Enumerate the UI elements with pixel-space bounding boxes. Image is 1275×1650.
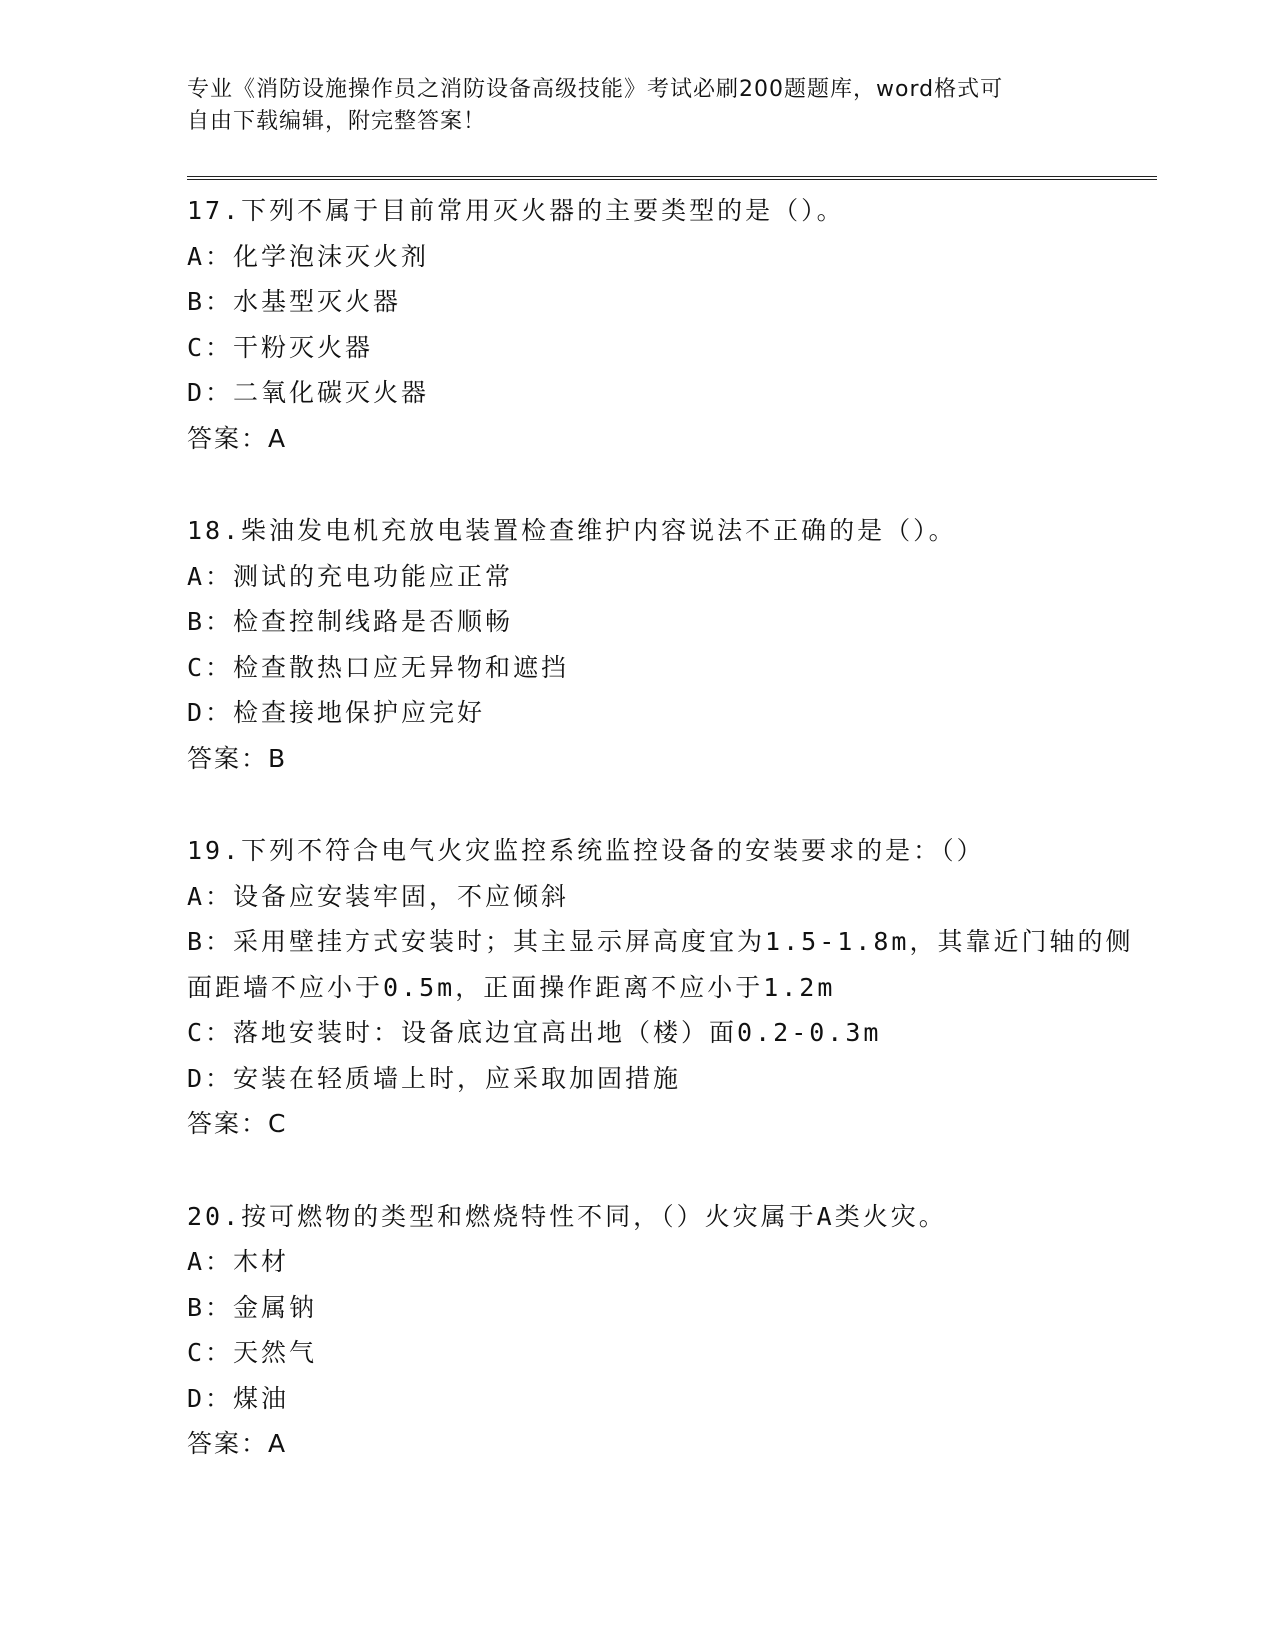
option-b: B：采用壁挂方式安装时；其主显示屏高度宜为1.5-1.8m，其靠近门轴的侧面距墙不应小于0.5m，正面操作距离不应小于1.2m xyxy=(187,927,1134,1002)
option-a: A：化学泡沫灭火剂 xyxy=(187,241,430,271)
option-d: D：检查接地保护应完好 xyxy=(187,698,486,727)
answer-line: 答案：B xyxy=(187,743,288,773)
option-b: B：检查控制线路是否顺畅 xyxy=(187,607,514,636)
question-17 xyxy=(187,188,1147,461)
option-d: D：煤油 xyxy=(187,1383,290,1413)
option-a: A：测试的充电功能应正常 xyxy=(187,561,514,591)
question-20 xyxy=(187,1194,1147,1467)
option-a: A：设备应安装牢固，不应倾斜 xyxy=(187,881,570,911)
answer-line: 答案：C xyxy=(187,1109,288,1138)
question-list xyxy=(187,188,1147,1514)
option-c: C：天然气 xyxy=(187,1338,318,1367)
answer-line: 答案：A xyxy=(187,1429,288,1458)
question-stem: 19.下列不符合电气火灾监控系统监控设备的安装要求的是：（） xyxy=(187,836,985,865)
header-line-2: 自由下载编辑，附完整答案！ xyxy=(187,109,487,134)
option-d: D：安装在轻质墙上时，应采取加固措施 xyxy=(187,1063,682,1093)
option-b: B：金属钠 xyxy=(187,1292,318,1322)
question-stem: 20.按可燃物的类型和燃烧特性不同，（）火灾属于A类火灾。 xyxy=(187,1201,947,1231)
header-divider xyxy=(187,176,1157,180)
question-stem: 17.下列不属于目前常用灭火器的主要类型的是（）。 xyxy=(187,196,845,225)
option-c: C：落地安装时：设备底边宜高出地（楼）面0.2-0.3m xyxy=(187,1018,882,1047)
option-c: C：检查散热口应无异物和遮挡 xyxy=(187,652,570,682)
option-c: C：干粉灭火器 xyxy=(187,332,374,362)
question-18 xyxy=(187,508,1147,781)
option-d: D：二氧化碳灭火器 xyxy=(187,378,430,407)
option-b: B：水基型灭火器 xyxy=(187,287,402,316)
question-19 xyxy=(187,828,1147,1147)
document-header xyxy=(187,74,1087,138)
question-stem: 18.柴油发电机充放电装置检查维护内容说法不正确的是（）。 xyxy=(187,516,957,545)
option-a: A：木材 xyxy=(187,1247,290,1276)
header-line-1: 专业《消防设施操作员之消防设备高级技能》考试必刷200题题库，word格式可 xyxy=(187,77,1004,102)
answer-line: 答案：A xyxy=(187,423,288,453)
